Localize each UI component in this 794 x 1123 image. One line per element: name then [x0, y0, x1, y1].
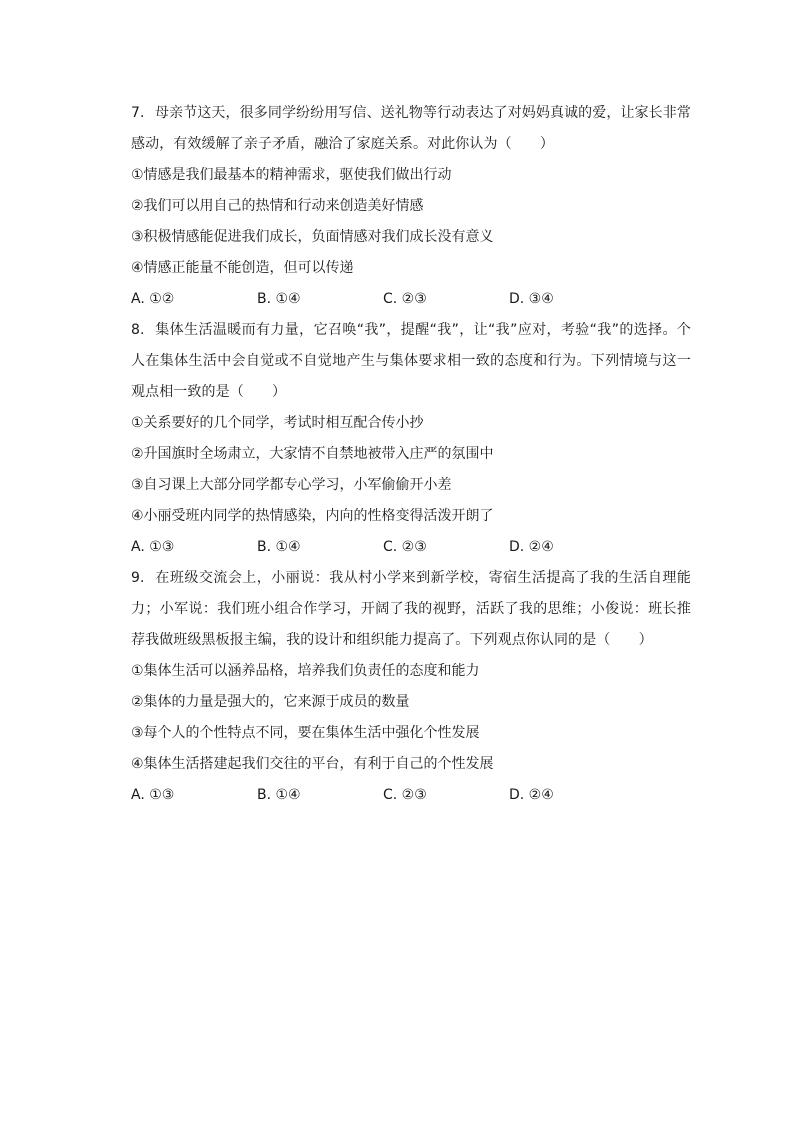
- statement-3: ③自习课上大部分同学都专心学习，小军偷偷开小差: [131, 477, 452, 493]
- option-c: C. ②③: [383, 539, 427, 555]
- statement-1: ①集体生活可以涵养品格，培养我们负责任的态度和能力: [131, 663, 480, 679]
- statement-1: ①关系要好的几个同学，考试时相互配合传小抄: [131, 415, 424, 431]
- answer-options: [131, 532, 691, 563]
- question-9: [131, 563, 691, 811]
- option-b: B. ①④: [257, 291, 301, 307]
- question-8: [131, 315, 691, 563]
- option-c: C. ②③: [383, 787, 427, 803]
- statement-4: ④情感正能量不能创造，但可以传递: [131, 260, 354, 276]
- option-a: A. ①②: [131, 291, 175, 307]
- statement-1: ①情感是我们最基本的精神需求，驱使我们做出行动: [131, 167, 452, 183]
- statement-3: ③每个人的个性特点不同，要在集体生活中强化个性发展: [131, 725, 480, 741]
- option-d: D. ②④: [509, 539, 554, 555]
- question-list: [131, 98, 691, 811]
- question-text: 集体生活温暖而有力量，它召唤“我”，提醒“我”，让“我”应对，考验“我”的选择。个人在集体生活中会自觉或不自觉地产生与集体要求相一致的态度和行为。下列情境与这一观点相一致的是（ ）: [131, 322, 691, 400]
- option-d: D. ③④: [509, 291, 554, 307]
- question-text: 母亲节这天，很多同学纷纷用写信、送礼物等行动表达了对妈妈真诚的爱，让家长非常感动，有效缓解了亲子矛盾，融洽了家庭关系。对此你认为（ ）: [131, 105, 691, 152]
- answer-options: [131, 780, 691, 811]
- question-number: 9.: [131, 570, 145, 586]
- option-b: B. ①④: [257, 539, 301, 555]
- statement-2: ②集体的力量是强大的，它来源于成员的数量: [131, 694, 410, 710]
- question-stem: [131, 563, 691, 656]
- question-7: [131, 98, 691, 315]
- option-d: D. ②④: [509, 787, 554, 803]
- question-text: 在班级交流会上，小丽说：我从村小学来到新学校，寄宿生活提高了我的生活自理能力；小军说：我们班小组合作学习，开阔了我的视野，活跃了我的思维；小俊说：班长推荐我做班级黑板报主编，我的设计和组织能力提高了。下列观点你认同的是（ ）: [131, 570, 691, 648]
- option-a: A. ①③: [131, 787, 175, 803]
- question-stem: [131, 98, 691, 160]
- statement-2: ②升国旗时全场肃立，大家情不自禁地被带入庄严的氛围中: [131, 446, 494, 462]
- question-stem: [131, 315, 691, 408]
- question-number: 7.: [131, 105, 145, 121]
- option-c: C. ②③: [383, 291, 427, 307]
- statement-2: ②我们可以用自己的热情和行动来创造美好情感: [131, 198, 424, 214]
- question-number: 8.: [131, 322, 145, 338]
- statement-3: ③积极情感能促进我们成长，负面情感对我们成长没有意义: [131, 229, 494, 245]
- option-a: A. ①③: [131, 539, 175, 555]
- statement-4: ④小丽受班内同学的热情感染，内向的性格变得活泼开朗了: [131, 508, 494, 524]
- answer-options: [131, 284, 691, 315]
- option-b: B. ①④: [257, 787, 301, 803]
- statement-4: ④集体生活搭建起我们交往的平台，有利于自己的个性发展: [131, 756, 494, 772]
